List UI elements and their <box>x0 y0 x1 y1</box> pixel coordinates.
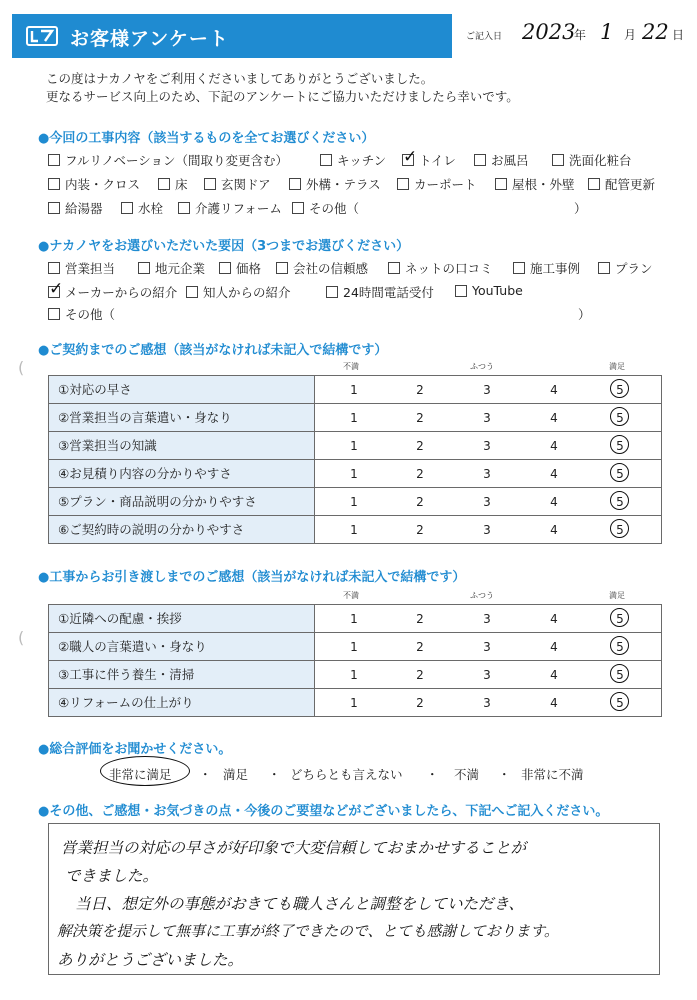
date-day[interactable]: 22 <box>642 20 669 44</box>
checkbox[interactable] <box>276 262 288 274</box>
rating-option-2[interactable]: 2 <box>416 383 424 397</box>
option-reason-other[interactable] <box>48 305 115 323</box>
rating-option-5[interactable]: 5 <box>616 383 624 397</box>
option-water-heater[interactable] <box>48 199 103 217</box>
rating-option-5[interactable]: 5 <box>616 523 624 537</box>
checkbox[interactable] <box>48 279 64 299</box>
option-maker-referral[interactable] <box>48 279 178 301</box>
option-carport[interactable] <box>397 175 477 193</box>
separator-dot: ・ <box>199 767 212 782</box>
checkbox[interactable] <box>397 178 409 190</box>
rating-row <box>49 605 661 633</box>
rating-option-5[interactable]: 5 <box>616 467 624 481</box>
rating-option-5[interactable]: 5 <box>616 495 624 509</box>
rating-option-5[interactable]: 5 <box>616 696 624 710</box>
option-exterior[interactable] <box>289 175 381 193</box>
option-kitchen[interactable] <box>320 151 386 169</box>
rating-table-contract <box>48 375 662 544</box>
option-label: 屋根・外壁 <box>512 177 575 192</box>
rating-option-3[interactable]: 3 <box>483 495 491 509</box>
rating-option-2[interactable]: 2 <box>416 523 424 537</box>
company-logo-icon <box>26 26 58 46</box>
scale-low-label: 不満 <box>343 362 359 371</box>
rating-row <box>49 488 661 516</box>
option-label: 会社の信頼感 <box>293 261 369 276</box>
option-youtube[interactable] <box>455 283 523 298</box>
comment-line: ありがとうございました。 <box>57 951 244 969</box>
rating-row-label: ⑥ご契約時の説明の分かりやすさ <box>49 516 315 543</box>
rating-option-1[interactable]: 1 <box>350 668 358 682</box>
selection-circle <box>610 608 629 627</box>
rating-option-3[interactable]: 3 <box>483 523 491 537</box>
date-day-unit: 日 <box>672 28 685 42</box>
date-year[interactable]: 2023 <box>522 20 576 44</box>
option-roof-wall[interactable] <box>495 175 575 193</box>
section-heading-overall: ●総合評価をお聞かせください。 <box>38 742 232 757</box>
option-label: ネットの口コミ <box>405 261 493 276</box>
rating-option-4[interactable]: 4 <box>550 383 558 397</box>
checkbox[interactable] <box>178 202 190 214</box>
rating-row-label: ③営業担当の知識 <box>49 432 315 459</box>
option-local-company[interactable] <box>138 259 205 277</box>
rating-row-label: ①対応の早さ <box>49 376 315 403</box>
checkbox[interactable] <box>48 308 60 320</box>
separator-dot: ・ <box>268 767 281 782</box>
rating-row-label: ③工事に伴う養生・清掃 <box>49 661 315 688</box>
rating-option-1[interactable]: 1 <box>350 523 358 537</box>
rating-option-5[interactable]: 5 <box>616 439 624 453</box>
comment-line: 当日、想定外の事態がおきても職人さんと調整をしていただき、 <box>75 895 524 913</box>
checkbox[interactable] <box>588 178 600 190</box>
rating-option-4[interactable]: 4 <box>550 612 558 626</box>
option-piping[interactable] <box>588 175 655 193</box>
checkbox[interactable] <box>326 286 338 298</box>
option-24h-phone[interactable] <box>326 283 434 301</box>
rating-option-1[interactable]: 1 <box>350 439 358 453</box>
option-label: キッチン <box>337 153 387 168</box>
work-other-close <box>574 199 587 217</box>
rating-option-4[interactable]: 4 <box>550 696 558 710</box>
rating-option-5[interactable]: 5 <box>616 612 624 626</box>
rating-option-4[interactable]: 4 <box>550 668 558 682</box>
rating-row <box>49 661 661 689</box>
rating-row-label: ②職人の言葉遣い・身なり <box>49 633 315 660</box>
option-online-reviews[interactable] <box>388 259 493 277</box>
rating-row <box>49 432 661 460</box>
rating-row-label: ①近隣への配慮・挨拶 <box>49 605 315 632</box>
option-label: プラン <box>615 261 653 276</box>
rating-option-4[interactable]: 4 <box>550 467 558 481</box>
rating-option-2[interactable]: 2 <box>416 668 424 682</box>
option-work-other[interactable] <box>292 199 359 217</box>
rating-option-3[interactable]: 3 <box>483 439 491 453</box>
rating-option-4[interactable]: 4 <box>550 439 558 453</box>
scale-mid-label: ふつう <box>470 362 494 371</box>
option-label: その他（ <box>65 307 116 322</box>
rating-option-2[interactable]: 2 <box>416 411 424 425</box>
option-label: その他（ <box>309 201 360 216</box>
checkbox[interactable] <box>455 285 467 297</box>
rating-option-2[interactable]: 2 <box>416 495 424 509</box>
page-title: お客様アンケート <box>70 28 229 50</box>
option-label: 施工事例 <box>530 261 581 276</box>
reason-other-close <box>578 305 591 323</box>
rating-option-1[interactable]: 1 <box>350 383 358 397</box>
checkbox[interactable] <box>474 154 486 166</box>
checkbox[interactable] <box>289 178 301 190</box>
option-entrance-door[interactable] <box>204 175 271 193</box>
intro-line: 更なるサービス向上のため、下記のアンケートにご協力いただけましたら幸いです。 <box>46 89 519 104</box>
check-mark-icon: ✓ <box>49 279 64 299</box>
option-price[interactable] <box>219 259 261 277</box>
binding-mark: ( <box>18 358 25 377</box>
section-heading-contract: ●ご契約までのご感想（該当がなければ未記入で結構です） <box>38 343 388 358</box>
option-vanity[interactable] <box>552 151 632 169</box>
intro-text <box>46 70 519 106</box>
scale-high-label: 満足 <box>609 591 625 600</box>
checkbox[interactable] <box>320 154 332 166</box>
option-label: 玄関ドア <box>221 177 271 192</box>
rating-option-1[interactable]: 1 <box>350 640 358 654</box>
option-label: YouTube <box>472 283 523 298</box>
checkbox[interactable] <box>513 262 525 274</box>
rating-option-3[interactable]: 3 <box>483 612 491 626</box>
scale-low-label: 不満 <box>343 591 359 600</box>
check-mark-icon: ✓ <box>403 147 418 167</box>
option-label: フルリノベーション（間取り変更含む） <box>65 153 289 168</box>
rating-row-label: ④リフォームの仕上がり <box>49 689 315 716</box>
rating-option-1[interactable]: 1 <box>350 696 358 710</box>
option-full-renovation[interactable] <box>48 151 288 169</box>
comments-box[interactable] <box>48 823 660 975</box>
checkbox[interactable] <box>598 262 610 274</box>
scale-mid-label: ふつう <box>470 591 494 600</box>
option-bath[interactable] <box>474 151 529 169</box>
checkbox[interactable] <box>402 147 418 167</box>
rating-option-3[interactable]: 3 <box>483 411 491 425</box>
overall-very-satisfied[interactable]: 非常に満足 <box>109 767 172 782</box>
rating-row <box>49 516 661 543</box>
checkbox[interactable] <box>292 202 304 214</box>
rating-table-construction <box>48 604 662 717</box>
rating-option-5[interactable]: 5 <box>616 640 624 654</box>
option-label: トイレ <box>419 153 456 168</box>
rating-option-3[interactable]: 3 <box>483 383 491 397</box>
rating-option-1[interactable]: 1 <box>350 612 358 626</box>
rating-option-1[interactable]: 1 <box>350 411 358 425</box>
comment-line: 営業担当の対応の早さが好印象で大変信頼しておまかせすることが <box>61 839 527 857</box>
option-care-reform[interactable] <box>178 199 282 217</box>
selection-circle <box>610 379 629 398</box>
rating-row <box>49 633 661 661</box>
comment-line: 解決策を提示して無事に工事が終了できたので、とても感謝しております。 <box>57 923 559 940</box>
option-label: 水栓 <box>138 201 164 216</box>
option-label: 内装・クロス <box>65 177 141 192</box>
rating-option-2[interactable]: 2 <box>416 612 424 626</box>
overall-neutral[interactable]: どちらとも言えない <box>290 767 403 782</box>
header <box>12 14 684 58</box>
rating-option-4[interactable]: 4 <box>550 523 558 537</box>
option-sales-rep[interactable] <box>48 259 115 277</box>
option-label: メーカーからの紹介 <box>65 285 178 300</box>
section-heading-comments: ●その他、ご感想・お気づきの点・今後のご要望などがございましたら、下記へご記入ください。 <box>38 804 609 819</box>
rating-option-4[interactable]: 4 <box>550 411 558 425</box>
rating-row <box>49 404 661 432</box>
option-label: 床 <box>175 177 188 192</box>
rating-row-label: ②営業担当の言葉遣い・身なり <box>49 404 315 431</box>
rating-row-label: ④お見積り内容の分かりやすさ <box>49 460 315 487</box>
checkbox[interactable] <box>552 154 564 166</box>
option-label: 配管更新 <box>605 177 656 192</box>
checkbox[interactable] <box>388 262 400 274</box>
scale-high-label: 満足 <box>609 362 625 371</box>
rating-option-2[interactable]: 2 <box>416 696 424 710</box>
date-month-unit: 月 <box>624 28 637 42</box>
entry-date <box>466 22 684 50</box>
rating-row <box>49 460 661 488</box>
option-label: 地元企業 <box>155 261 206 276</box>
checkbox[interactable] <box>48 202 60 214</box>
checkbox[interactable] <box>121 202 133 214</box>
close-paren: ） <box>574 201 587 216</box>
date-label: ご記入日 <box>466 32 503 42</box>
option-acquaintance-referral[interactable] <box>186 283 291 301</box>
option-label: 24時間電話受付 <box>343 285 434 300</box>
selection-circle <box>610 407 629 426</box>
binding-mark: ( <box>18 628 25 647</box>
rating-option-2[interactable]: 2 <box>416 640 424 654</box>
selection-circle <box>610 664 629 683</box>
option-case-studies[interactable] <box>513 259 580 277</box>
selection-circle <box>610 491 629 510</box>
section-heading-work: ●今回の工事内容（該当するものを全てお選びください） <box>38 131 375 146</box>
comment-line: できました。 <box>65 867 159 885</box>
selection-circle <box>610 636 629 655</box>
option-label: 知人からの紹介 <box>203 285 291 300</box>
separator-dot: ・ <box>426 767 439 782</box>
selection-circle <box>610 692 629 711</box>
intro-line: この度はナカノヤをご利用くださいましてありがとうございました。 <box>46 71 434 86</box>
checkbox[interactable] <box>48 178 60 190</box>
rating-option-5[interactable]: 5 <box>616 411 624 425</box>
close-paren: ） <box>578 307 591 322</box>
option-interior[interactable] <box>48 175 140 193</box>
rating-option-3[interactable]: 3 <box>483 696 491 710</box>
checkbox[interactable] <box>158 178 170 190</box>
date-year-unit: 年 <box>574 28 587 42</box>
separator-dot: ・ <box>498 767 511 782</box>
header-bar <box>12 14 452 58</box>
checkbox[interactable] <box>138 262 150 274</box>
option-trust[interactable] <box>276 259 368 277</box>
option-label: 営業担当 <box>65 261 116 276</box>
rating-option-4[interactable]: 4 <box>550 640 558 654</box>
checkbox[interactable] <box>219 262 231 274</box>
date-month[interactable]: 1 <box>600 20 614 44</box>
rating-option-1[interactable]: 1 <box>350 467 358 481</box>
rating-option-1[interactable]: 1 <box>350 495 358 509</box>
checkbox[interactable] <box>48 154 60 166</box>
checkbox[interactable] <box>204 178 216 190</box>
rating-option-3[interactable]: 3 <box>483 668 491 682</box>
section-heading-reason: ●ナカノヤをお選びいただいた要因（3つまでお選びください） <box>38 239 410 254</box>
rating-option-3[interactable]: 3 <box>483 467 491 481</box>
option-label: 価格 <box>236 261 262 276</box>
rating-row <box>49 689 661 716</box>
option-label: お風呂 <box>491 153 529 168</box>
overall-dissatisfied[interactable]: 不満 <box>454 767 480 782</box>
option-label: 外構・テラス <box>306 177 381 192</box>
overall-satisfied[interactable]: 満足 <box>223 767 249 782</box>
option-faucet[interactable] <box>121 199 163 217</box>
overall-very-dissatisfied[interactable]: 非常に不満 <box>521 767 584 782</box>
checkbox[interactable] <box>495 178 507 190</box>
rating-row <box>49 376 661 404</box>
rating-row-label: ⑤プラン・商品説明の分かりやすさ <box>49 488 315 515</box>
option-label: 介護リフォーム <box>195 201 282 216</box>
section-heading-construction: ●工事からお引き渡しまでのご感想（該当がなければ未記入で結構です） <box>38 570 466 585</box>
selection-circle <box>610 463 629 482</box>
option-label: 洗面化粧台 <box>569 153 632 168</box>
option-label: カーポート <box>414 177 477 192</box>
selection-circle <box>610 435 629 454</box>
rating-option-2[interactable]: 2 <box>416 467 424 481</box>
checkbox[interactable] <box>186 286 198 298</box>
rating-option-4[interactable]: 4 <box>550 495 558 509</box>
option-plan[interactable] <box>598 259 653 277</box>
rating-option-2[interactable]: 2 <box>416 439 424 453</box>
option-toilet[interactable] <box>402 147 456 169</box>
checkbox[interactable] <box>48 262 60 274</box>
rating-option-5[interactable]: 5 <box>616 668 624 682</box>
rating-option-3[interactable]: 3 <box>483 640 491 654</box>
option-label: 給湯器 <box>65 201 103 216</box>
option-floor[interactable] <box>158 175 188 193</box>
selection-circle <box>610 519 629 538</box>
